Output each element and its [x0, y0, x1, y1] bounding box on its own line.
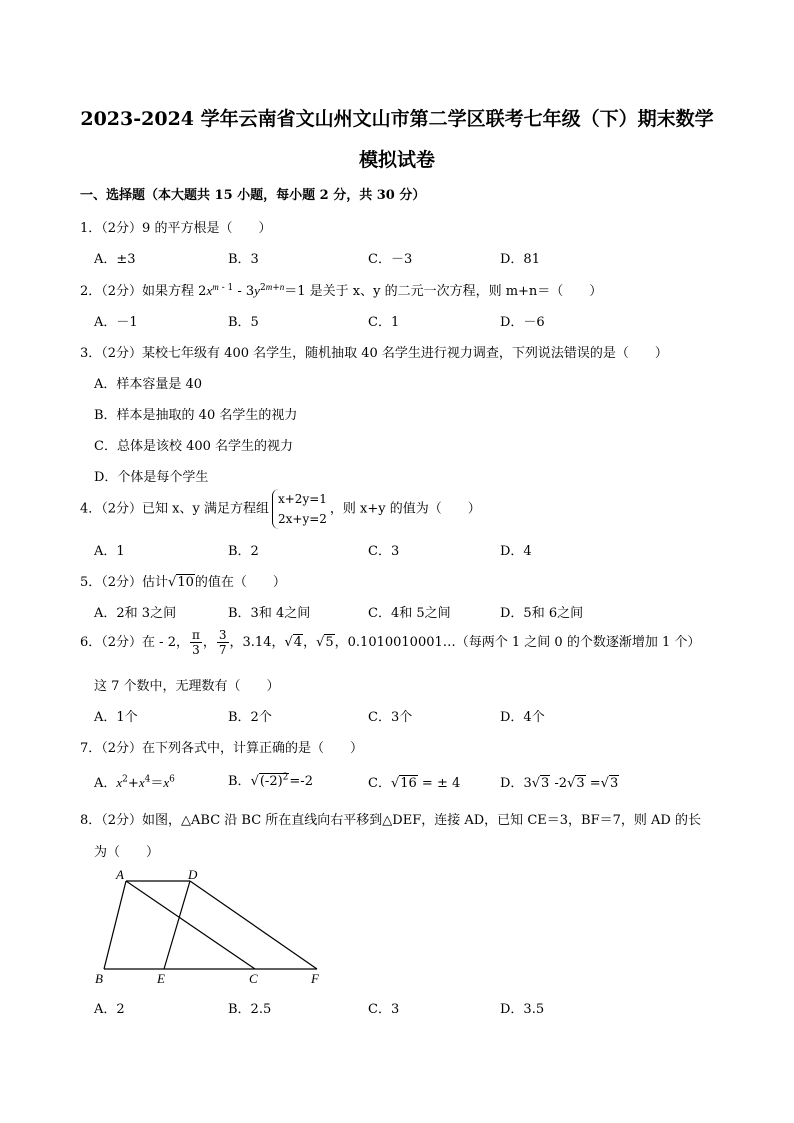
segment-df	[190, 881, 317, 969]
q5-option-a[interactable]: A．2和 3之间	[94, 606, 177, 621]
q7-option-d[interactable]: D．3√3 -2√3 =√3	[500, 776, 619, 791]
q1-option-a[interactable]: A．±3	[94, 252, 136, 267]
segment-ab	[104, 881, 126, 969]
q3-option-c[interactable]: C．总体是该校 400 名学生的视力	[94, 439, 294, 454]
q5-option-d[interactable]: D．5和 6之间	[500, 606, 584, 621]
q6-option-b[interactable]: B．2个	[228, 710, 272, 725]
q6-option-c[interactable]: C．3个	[368, 710, 413, 725]
q8-option-c[interactable]: C．3	[368, 1002, 400, 1017]
q1-option-c[interactable]: C．－3	[368, 252, 413, 267]
q2-option-a[interactable]: A．－1	[94, 315, 138, 330]
label-c: C	[249, 971, 258, 986]
q1-option-d[interactable]: D．81	[500, 252, 540, 267]
question-2: 2．（2分）如果方程 $2x^{m - 1} - 3y^{2m+n}=1$ 是关于 x、y 的二元一次方程，则 m+n＝（ ）	[80, 281, 603, 299]
question-8: 8．（2分）如图，△ABC 沿 BC 所在直线向右平移到△DEF，连接 AD，已知 CE＝3，BF＝7，则 AD 的长	[80, 813, 701, 828]
q4-option-d[interactable]: D．4	[500, 544, 532, 559]
label-e: E	[157, 971, 165, 986]
question-6-line2: 这 7 个数中，无理数有（ ）	[94, 679, 280, 694]
q6-option-d[interactable]: D．4个	[500, 710, 545, 725]
q6-option-a[interactable]: A．1个	[94, 710, 138, 725]
q5-option-c[interactable]: C．4和 5之间	[368, 606, 451, 621]
segment-de	[164, 881, 190, 969]
q7-option-c[interactable]: C．√16 = ± 4	[368, 776, 461, 791]
q5-option-b[interactable]: B．3和 4之间	[228, 606, 311, 621]
label-a: A	[116, 867, 124, 882]
q2-option-d[interactable]: D．－6	[500, 315, 545, 330]
equation-system: x+2y=1 2x+y=2	[272, 489, 327, 529]
question-7: 7．（2分）在下列各式中，计算正确的是（ ）	[80, 741, 364, 756]
label-f: F	[311, 971, 319, 986]
label-d: D	[188, 867, 198, 882]
q4-option-a[interactable]: A．1	[94, 544, 125, 559]
section-heading: 一、选择题（本大题共 15 小题，每小题 2 分，共 30 分）	[80, 188, 426, 203]
q3-option-a[interactable]: A．样本容量是 40	[94, 377, 203, 392]
q3-option-d[interactable]: D．个体是每个学生	[94, 470, 209, 485]
label-b: B	[95, 971, 103, 986]
page-title-line2: 模拟试卷	[358, 149, 435, 171]
question-4: 4．（2分）已知 x、y 满足方程组 x+2y=1 2x+y=2 ，则 x+y 的值为（ ）	[80, 489, 481, 529]
segment-ac	[126, 881, 255, 969]
translation-diagram	[85, 862, 335, 992]
q7-option-b[interactable]: B．$√(-2)^2=-2$	[228, 772, 313, 789]
question-3: 3．（2分）某校七年级有 400 名学生，随机抽取 40 名学生进行视力调查，下列说法错误的是（ ）	[80, 346, 668, 361]
q7-option-a[interactable]: A．$x^2+x^4=x^6$	[94, 774, 175, 791]
q8-option-b[interactable]: B．2.5	[228, 1002, 272, 1017]
q2-option-b[interactable]: B．5	[228, 315, 259, 330]
q1-option-b[interactable]: B．3	[228, 252, 259, 267]
question-8-line2: 为（ ）	[94, 845, 160, 860]
q4-option-c[interactable]: C．3	[368, 544, 400, 559]
page-title-line1: 2023-2024 学年云南省文山州文山市第二学区联考七年级（下）期末数学	[80, 108, 714, 130]
question-6: 6．（2分）在 - 2， $\frac{\pi}{3}$ ， $\frac{3}{7}$ ，3.14，√4，√5，0.1010010001…（每两个 1 之间 0 的个数逐渐增加 1 个）	[80, 628, 701, 657]
q8-option-a[interactable]: A．2	[94, 1002, 125, 1017]
question-1: 1．（2分）9 的平方根是（ ）	[80, 221, 272, 236]
q3-option-b[interactable]: B．样本是抽取的 40 名学生的视力	[94, 408, 298, 423]
question-5: 5．（2分）估计√10的值在（ ）	[80, 575, 286, 590]
q4-option-b[interactable]: B．2	[228, 544, 259, 559]
q8-option-d[interactable]: D．3.5	[500, 1002, 545, 1017]
q2-option-c[interactable]: C．1	[368, 315, 400, 330]
